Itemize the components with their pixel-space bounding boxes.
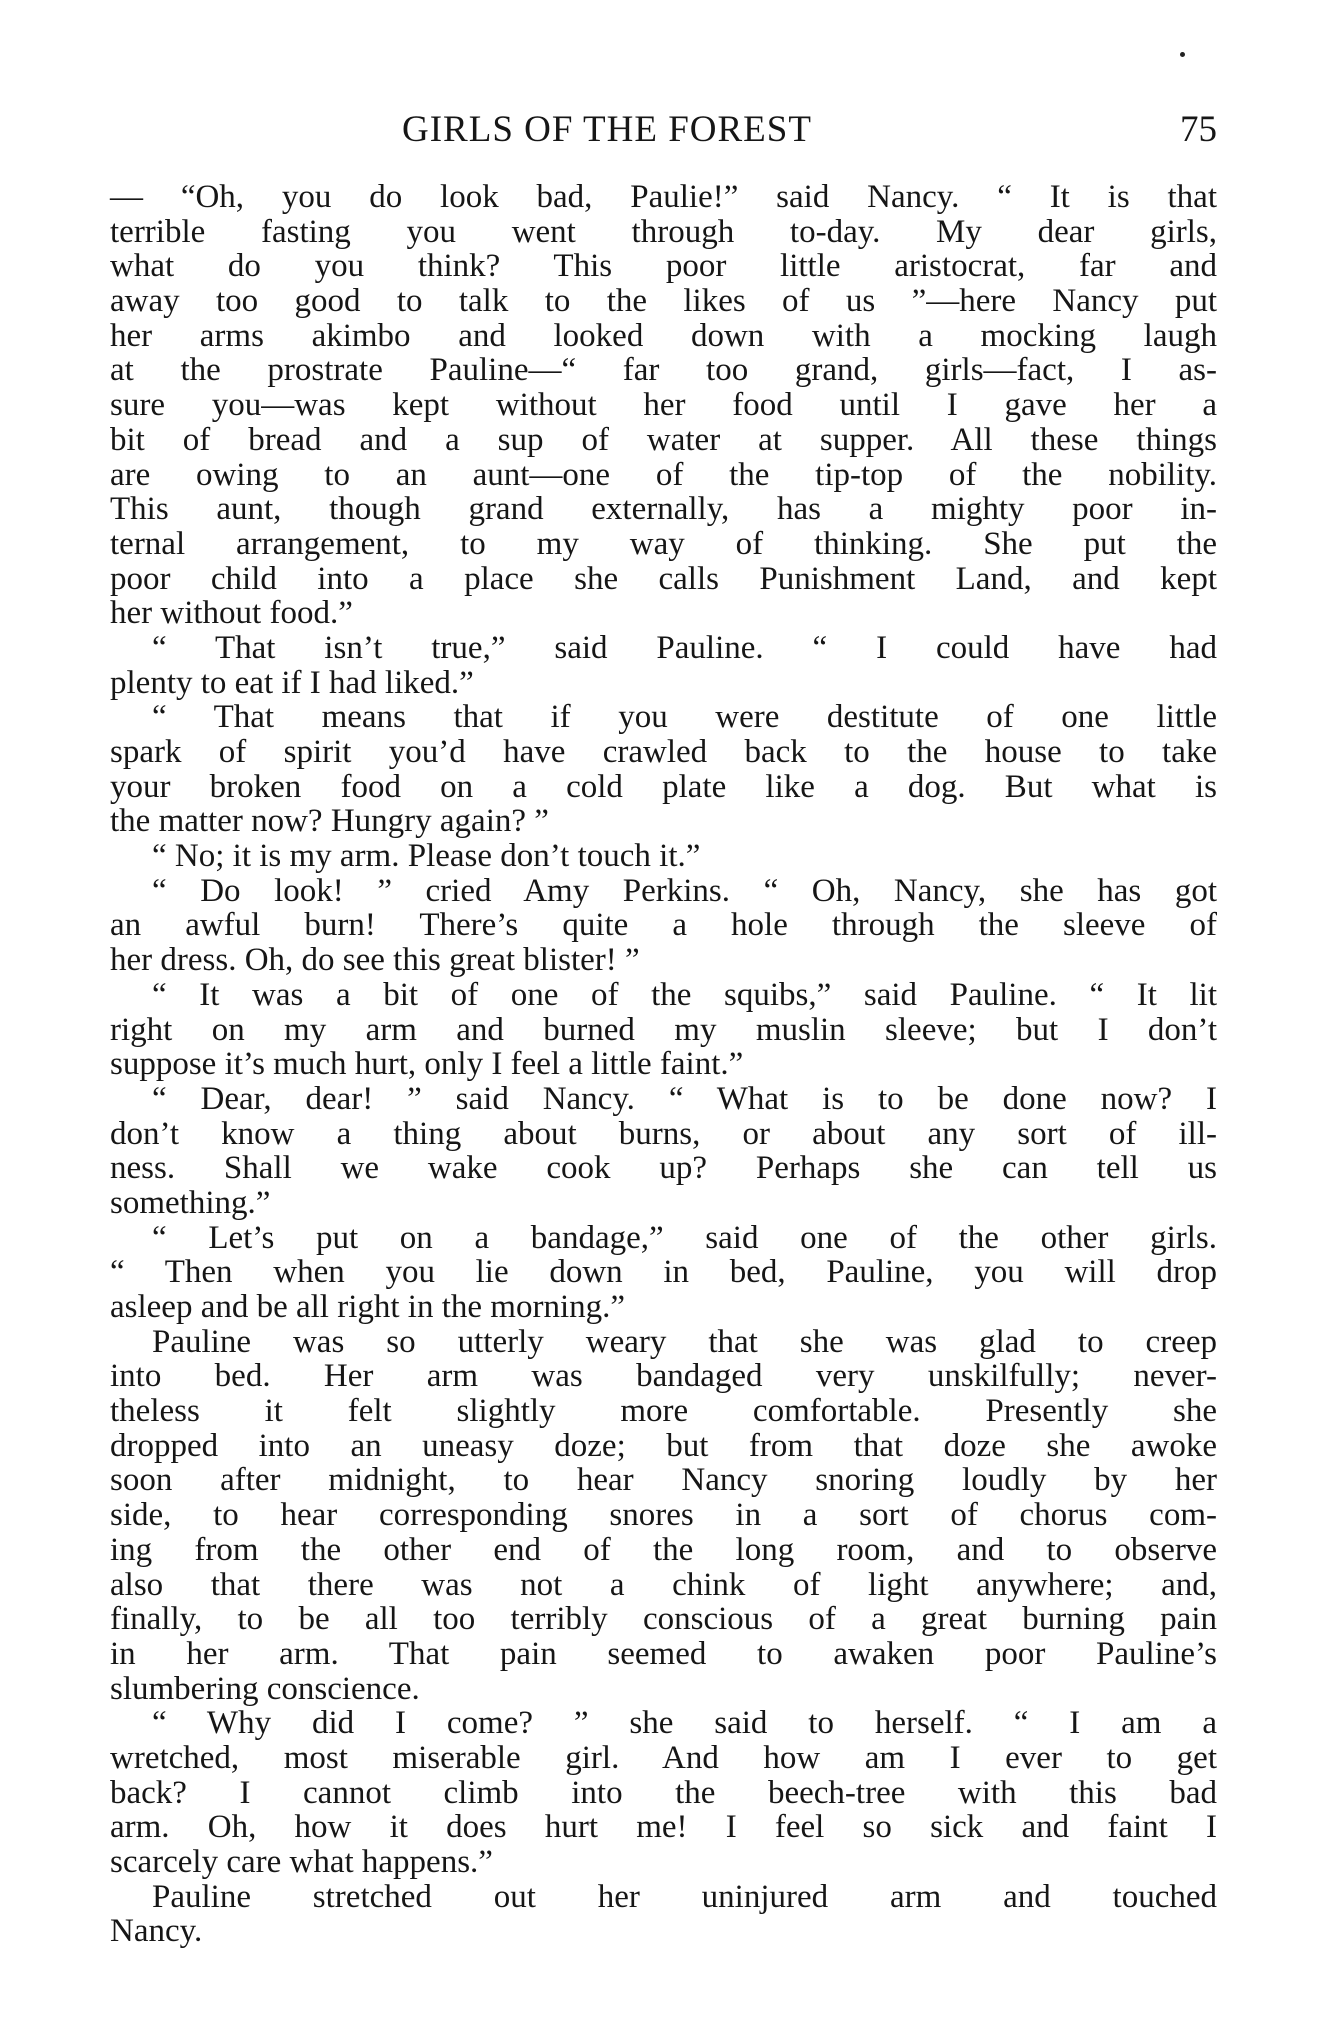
text-line: right on my arm and burned my muslin sleeve; but I don’t xyxy=(110,1011,1217,1048)
print-speck xyxy=(1180,52,1185,57)
text-line: “ Let’s put on a bandage,” said one of the other girls. xyxy=(152,1219,1217,1256)
text-line: — “Oh, you do look bad, Paulie!” said Nancy. “ It is that xyxy=(110,179,1217,215)
text-line: in her arm. That pain seemed to awaken poor Pauline’s xyxy=(110,1635,1217,1672)
text-line: “ Do look! ” cried Amy Perkins. “ Oh, Nancy, she has got xyxy=(152,872,1217,909)
text-line: Pauline stretched out her uninjured arm and touched xyxy=(152,1878,1217,1915)
text-line: her arms akimbo and looked down with a mocking laugh xyxy=(110,317,1217,354)
text-line: her without food.” xyxy=(110,595,353,632)
text-line: poor child into a place she calls Punishment Land, and kept xyxy=(110,560,1217,597)
page-number: 75 xyxy=(1180,109,1217,150)
text-line: also that there was not a chink of light anywhere; and, xyxy=(110,1566,1217,1603)
text-line: suppose it’s much hurt, only I feel a little faint.” xyxy=(110,1046,744,1083)
text-line: soon after midnight, to hear Nancy snoring loudly by her xyxy=(110,1462,1217,1499)
text-line: “ Then when you lie down in bed, Pauline, you will drop xyxy=(110,1254,1217,1291)
text-line: away too good to talk to the likes of us ”—here Nancy put xyxy=(110,283,1217,320)
text-line: Nancy. xyxy=(110,1913,203,1950)
text-line: don’t know a thing about burns, or about any sort of ill- xyxy=(110,1115,1217,1152)
text-line: ternal arrangement, to my way of thinking. She put the xyxy=(110,525,1217,562)
text-line: “ Dear, dear! ” said Nancy. “ What is to be done now? I xyxy=(152,1080,1217,1117)
text-line: are owing to an aunt—one of the tip-top of the nobility. xyxy=(110,456,1217,493)
text-line: finally, to be all too terribly conscious of a great burning pain xyxy=(110,1601,1217,1638)
text-line: back? I cannot climb into the beech-tree with this bad xyxy=(110,1774,1217,1811)
text-line: “ That means that if you were destitute of one little xyxy=(152,699,1217,736)
text-line: dropped into an uneasy doze; but from that doze she awoke xyxy=(110,1427,1217,1464)
text-line: theless it felt slightly more comfortable. Presently she xyxy=(110,1393,1217,1430)
text-line: your broken food on a cold plate like a dog. But what is xyxy=(110,768,1217,805)
text-line: bit of bread and a sup of water at supper. All these things xyxy=(110,421,1217,458)
text-line: scarcely care what happens.” xyxy=(110,1844,493,1880)
text-line: into bed. Her arm was bandaged very unskilfully; never- xyxy=(110,1358,1217,1395)
text-line: an awful burn! There’s quite a hole through the sleeve of xyxy=(110,907,1217,944)
text-line: “ Why did I come? ” she said to herself. “ I am a xyxy=(152,1705,1217,1742)
text-line: ness. Shall we wake cook up? Perhaps she can tell us xyxy=(110,1150,1217,1187)
page-header xyxy=(110,108,1217,152)
text-line: side, to hear corresponding snores in a sort of chorus com- xyxy=(110,1497,1217,1534)
text-line: terrible fasting you went through to-day. My dear girls, xyxy=(110,213,1217,250)
body-text xyxy=(110,180,1217,1949)
text-line: “ That isn’t true,” said Pauline. “ I could have had xyxy=(152,629,1217,666)
text-line: wretched, most miserable girl. And how am I ever to get xyxy=(110,1739,1217,1776)
text-line: arm. Oh, how it does hurt me! I feel so sick and faint I xyxy=(110,1809,1217,1846)
text-line: spark of spirit you’d have crawled back to the house to take xyxy=(110,734,1217,770)
text-line: her dress. Oh, do see this great blister! ” xyxy=(110,942,640,979)
text-line: something.” xyxy=(110,1184,271,1221)
text-line: Pauline was so utterly weary that she was glad to creep xyxy=(152,1323,1217,1360)
text-line: This aunt, though grand externally, has a mighty poor in- xyxy=(110,491,1217,528)
text-line: sure you—was kept without her food until I gave her a xyxy=(110,387,1217,424)
running-title: GIRLS OF THE FOREST xyxy=(402,109,812,150)
text-line: “ No; it is my arm. Please don’t touch it.” xyxy=(152,838,701,875)
text-line: what do you think? This poor little aristocrat, far and xyxy=(110,248,1217,285)
text-line: the matter now? Hungry again? ” xyxy=(110,803,549,840)
text-line: “ It was a bit of one of the squibs,” said Pauline. “ It lit xyxy=(152,976,1217,1013)
text-line: ing from the other end of the long room, and to observe xyxy=(110,1531,1217,1568)
text-line: asleep and be all right in the morning.” xyxy=(110,1289,626,1325)
text-line: plenty to eat if I had liked.” xyxy=(110,664,474,701)
text-line: slumbering conscience. xyxy=(110,1670,420,1707)
text-line: at the prostrate Pauline—“ far too grand, girls—fact, I as- xyxy=(110,352,1217,389)
